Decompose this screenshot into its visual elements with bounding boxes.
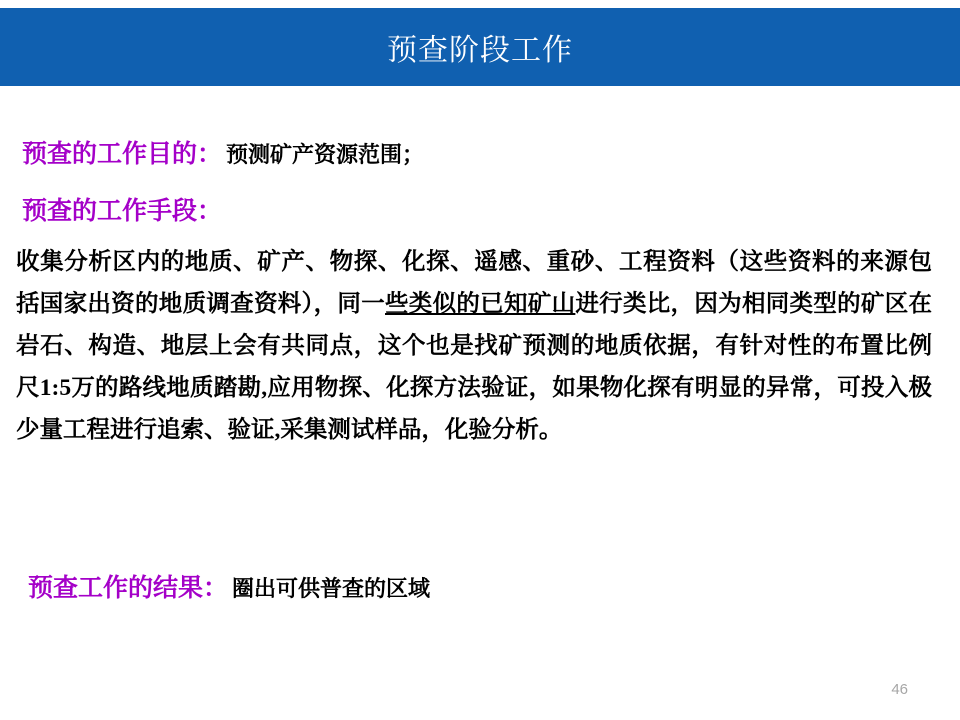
method-body-paragraph: [16, 241, 932, 451]
page-number: 46: [891, 681, 908, 698]
method-label: 预查的工作手段：: [22, 198, 223, 225]
purpose-label: 预查的工作目的：: [22, 141, 223, 168]
result-value: 圈出可供普查的区域: [232, 576, 431, 601]
result-label: 预查工作的结果：: [28, 575, 229, 602]
purpose-line: [22, 134, 424, 170]
body-part-underlined: 些类似的已知矿山: [385, 291, 576, 317]
purpose-value: 预测矿产资源范围；: [226, 142, 425, 167]
slide-title-bar: [0, 8, 960, 86]
body-part-2: 进行类比，因为相同类型的矿区在岩石、构造、地层上会有共同点，这个也是找矿预测的地质依据，有针对性的布置比例尺1:5万的路线地质踏勘,应用物探、化探方法验证，如果物化探有明显的异常，可投入极少量工程进行追索、验证,采集测试样品，化验分析。: [16, 291, 933, 443]
body-part-1: 收集分析区内的地质、矿产、物探、化探、遥感、重砂、工程资料（这些资料的来源包括国家出资的地质调查资料），同一: [16, 249, 932, 317]
method-line: [22, 191, 222, 227]
slide-content: [0, 86, 960, 686]
result-line: [28, 568, 430, 604]
page-title: 预查阶段工作: [387, 34, 573, 67]
